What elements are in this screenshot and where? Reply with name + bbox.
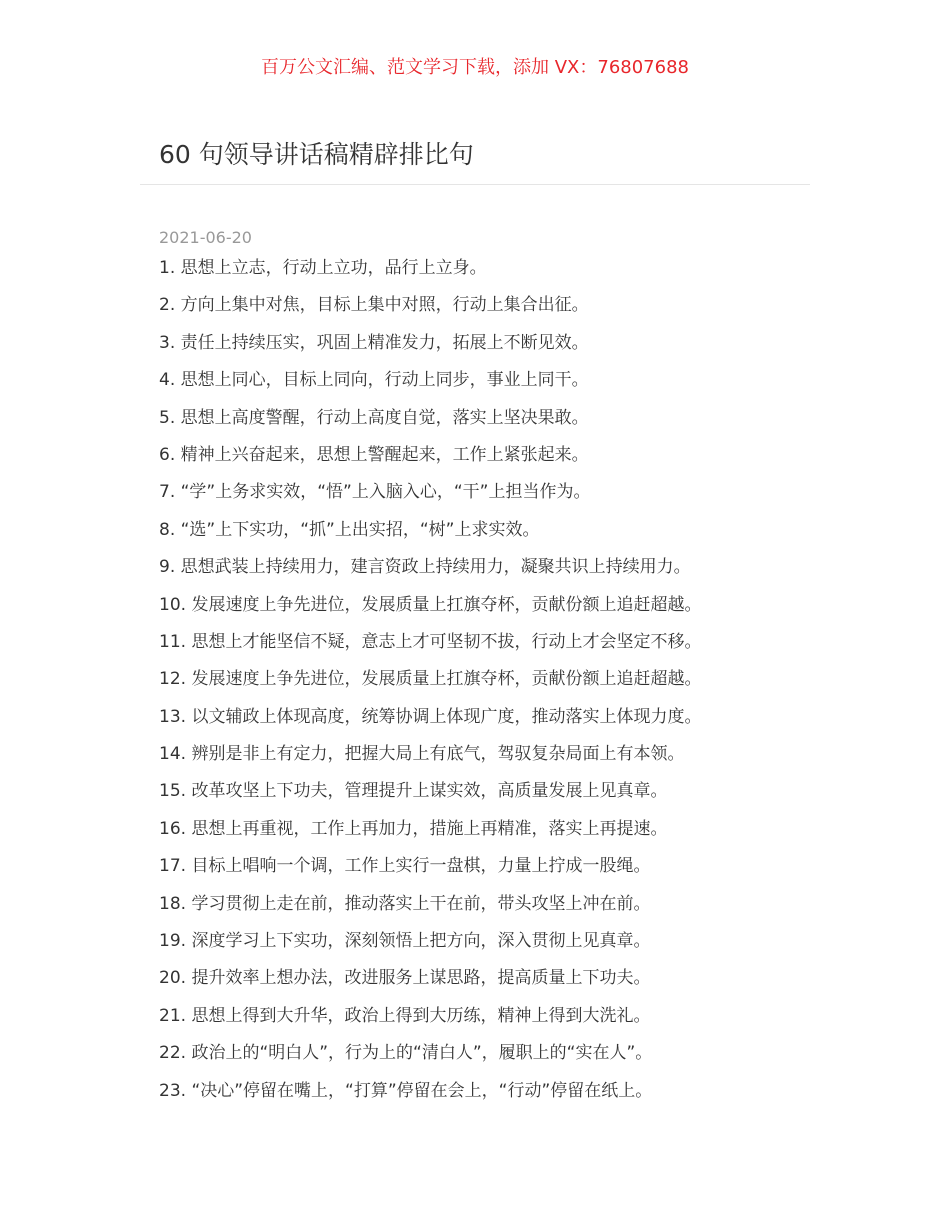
list-item: 14. 辨别是非上有定力，把握大局上有底气，驾驭复杂局面上有本领。 [159,744,685,765]
list-item: 9. 思想武装上持续用力，建言资政上持续用力，凝聚共识上持续用力。 [159,557,691,578]
list-item: 18. 学习贯彻上走在前，推动落实上干在前，带头攻坚上冲在前。 [159,893,651,914]
list-item: 23. “决心”停留在嘴上，“打算”停留在会上，“行动”停留在纸上。 [159,1080,653,1101]
list-item: 15. 改革攻坚上下功夫，管理提升上谋实效，高质量发展上见真章。 [159,781,668,802]
list-item: 10. 发展速度上争先进位，发展质量上扛旗夺杯，贡献份额上追赶超越。 [159,594,702,615]
list-item: 17. 目标上唱响一个调，工作上实行一盘棋，力量上拧成一股绳。 [159,856,651,877]
list-item: 8. “选”上下实功，“抓”上出实招，“树”上求实效。 [159,519,540,540]
publish-date: 2021-06-20 [159,228,252,247]
page-title: 60 句领导讲话稿精辟排比句 [159,140,474,169]
sentence-list [159,255,799,1115]
list-item: 6. 精神上兴奋起来，思想上警醒起来，工作上紧张起来。 [159,444,589,465]
list-item: 19. 深度学习上下实功，深刻领悟上把方向，深入贯彻上见真章。 [159,931,651,952]
list-item: 4. 思想上同心，目标上同向，行动上同步，事业上同干。 [159,370,589,391]
list-item: 20. 提升效率上想办法，改进服务上谋思路，提高质量上下功夫。 [159,968,651,989]
list-item: 22. 政治上的“明白人”，行为上的“清白人”，履职上的“实在人”。 [159,1043,653,1064]
list-item: 2. 方向上集中对焦，目标上集中对照，行动上集合出征。 [159,295,589,316]
list-item: 16. 思想上再重视，工作上再加力，措施上再精准，落实上再提速。 [159,818,668,839]
list-item: 1. 思想上立志，行动上立功，品行上立身。 [159,258,487,278]
list-item: 3. 责任上持续压实，巩固上精准发力，拓展上不断见效。 [159,332,589,353]
title-divider [140,184,810,185]
promo-banner: 百万公文汇编、范文学习下载，添加 VX：76807688 [261,57,689,78]
list-item: 13. 以文辅政上体现高度，统筹协调上体现广度，推动落实上体现力度。 [159,706,702,727]
list-item: 11. 思想上才能坚信不疑，意志上才可坚韧不拔，行动上才会坚定不移。 [159,631,702,652]
list-item: 5. 思想上高度警醒，行动上高度自觉，落实上坚决果敢。 [159,407,589,428]
list-item: 12. 发展速度上争先进位，发展质量上扛旗夺杯，贡献份额上追赶超越。 [159,669,702,690]
list-item: 7. “学”上务求实效，“悟”上入脑入心，“干”上担当作为。 [159,482,591,503]
list-item: 21. 思想上得到大升华，政治上得到大历练，精神上得到大洗礼。 [159,1005,651,1026]
